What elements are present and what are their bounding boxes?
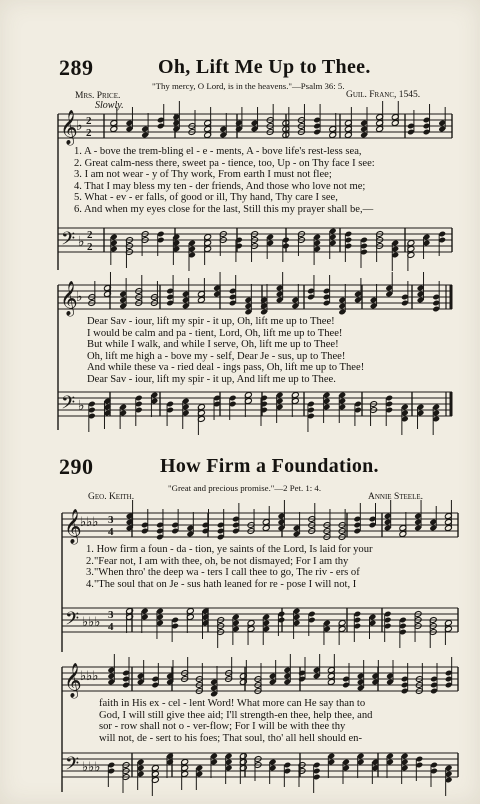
hymn-290-scripture: "Great and precious promise."—2 Pet. 1: 4. [168,483,322,493]
svg-text:𝄞: 𝄞 [60,110,78,145]
svg-text:♭♭♭: ♭♭♭ [80,515,99,530]
svg-text:𝄞: 𝄞 [64,663,82,698]
hymn-289-author: Mrs. Price. [75,91,121,101]
verse-line: 2."Fear not, I am with thee, oh, be not dismayed; For I am thy [86,555,349,567]
verse-line: I would be calm and pa - tient, Lord, Oh, lift me up to Thee! [87,327,343,339]
hymn-289-composer: Guil. Franc, 1545. [346,90,421,100]
hymn-289-title: Oh, Lift Me Up to Thee. [158,56,371,78]
verse-line: 5. What - ev - er falls, of good or ill, Thy hand, Thy care I see, [74,192,338,203]
svg-text:4: 4 [108,621,114,633]
svg-text:2: 2 [86,115,92,127]
svg-text:𝄢: 𝄢 [65,609,80,634]
verse-line: But while I walk, and while I serve, Oh, lift me up to Thee! [87,339,339,350]
svg-text:3: 3 [108,514,114,526]
svg-text:2: 2 [87,241,93,253]
svg-text:2: 2 [86,127,92,139]
verse-line: 3."When thro' the deep wa - ters I call thee to go, The riv - ers of [86,567,360,578]
svg-text:4: 4 [108,526,114,538]
svg-text:2: 2 [87,229,93,241]
hymn-290-title: How Firm a Foundation. [160,455,379,477]
verse-line: 4."The soul that on Je - sus hath leaned for re - pose I will not, I [86,578,357,590]
svg-text:♭♭♭: ♭♭♭ [82,615,101,630]
verse-line: Oh, lift me high a - bove my - self, Dear Je - sus, up to Thee! [87,350,346,362]
svg-text:𝄞: 𝄞 [60,281,78,316]
verse-line: 3. I am not wear - y of Thy work, From earth I must not flee; [74,169,332,180]
svg-text:𝄢: 𝄢 [61,393,76,418]
verse-line: Dear Sav - iour, lift my spir - it up, Oh, lift me up to Thee! [87,316,335,327]
verse-line: faith in His ex - cel - lent Word! What more can He say than to [99,698,366,709]
verse-line: And while these va - ried deal - ings pass, Oh, lift me up to Thee! [87,362,365,373]
verse-line: God, I will still give thee aid; I'll strength-en thee, help thee, and [99,709,373,721]
svg-text:𝄢: 𝄢 [61,229,76,254]
svg-text:♭♭♭: ♭♭♭ [82,760,101,775]
svg-text:♭: ♭ [78,398,85,414]
verse-line: sor - row shall not o - ver-flow; For I will be with thee thy [99,721,346,732]
svg-text:♭: ♭ [76,289,83,305]
svg-text:3: 3 [108,609,114,621]
hymn-289-tempo: Slowly. [95,100,124,111]
svg-text:♭♭♭: ♭♭♭ [80,669,99,684]
hymn-290-composer: Annie Steele. [368,492,423,502]
verse-line: 4. That I may bless my ten - der friends, And those who love not me; [74,180,366,192]
svg-text:♭: ♭ [76,118,83,134]
verse-line: 2. Great calm-ness there, sweet pa - tience, too, Up - on Thy face I see: [74,157,375,169]
hymn-290-author: Geo. Keith. [88,492,135,502]
svg-text:𝄢: 𝄢 [65,754,80,779]
verse-line: will not, de - sert to his foes; That soul, tho' all hell should en- [99,732,362,744]
svg-text:♭: ♭ [78,234,85,250]
hymn-289-scripture: "Thy mercy, O Lord, is in the heavens."—Psalm 36: 5. [152,81,345,91]
verse-line: 6. And when my eyes close for the last, Still this my prayer shall be,— [74,203,374,215]
hymn-289-number: 289 [59,55,94,80]
verse-line: 1. How firm a foun - da - tion, ye saints of the Lord, Is laid for your [86,544,373,555]
hymn-290-number: 290 [59,454,94,479]
verse-line: 1. A - bove the trem-bling el - e - ments, A - bove life's rest-less sea, [74,146,362,157]
verse-line: Dear Sav - iour, lift my spir - it up, And lift me up to Thee. [87,373,336,385]
svg-text:𝄞: 𝄞 [64,509,82,544]
